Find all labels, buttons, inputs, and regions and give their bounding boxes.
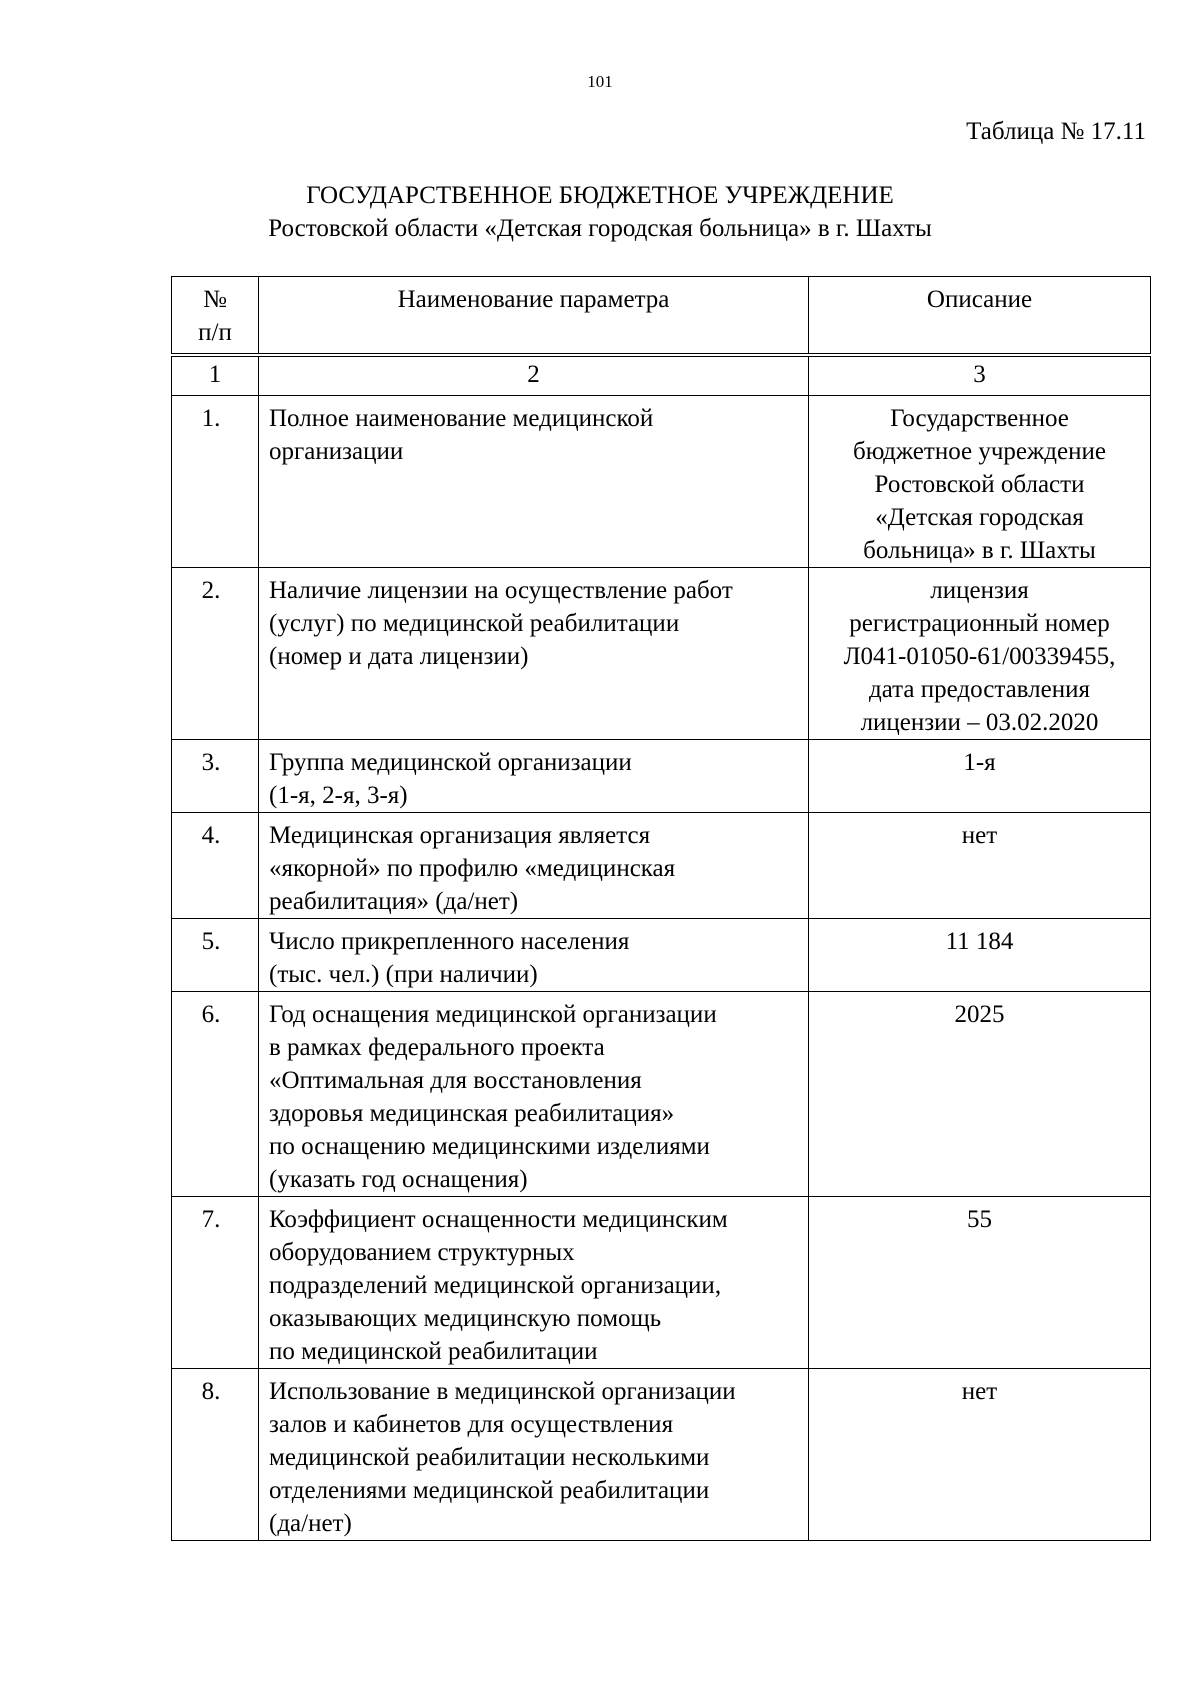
parameter-name-line: Использование в медицинской организации <box>269 1378 736 1405</box>
parameter-name-line: реабилитация» (да/нет) <box>269 888 519 915</box>
parameter-name-line: «якорной» по профилю «медицинская <box>269 855 676 882</box>
table-row <box>172 740 1151 813</box>
row-number: 3. <box>172 740 259 813</box>
parameter-name-line: медицинской реабилитации несколькими <box>269 1444 710 1471</box>
parameter-description-line: больница» в г. Шахты <box>863 537 1096 564</box>
parameter-name-line: по оснащению медицинскими изделиями <box>269 1133 710 1160</box>
row-number: 5. <box>172 919 259 992</box>
header-description: Описание <box>809 277 1151 356</box>
parameter-name <box>259 992 809 1197</box>
table-row <box>172 919 1151 992</box>
parameter-name-line: Наличие лицензии на осуществление работ <box>269 577 733 604</box>
row-number: 1. <box>172 396 259 568</box>
parameter-description-line: 11 184 <box>945 928 1014 955</box>
table-row <box>172 1197 1151 1369</box>
parameter-description-line: лицензия <box>930 577 1029 604</box>
column-index-2: 2 <box>259 355 809 396</box>
table-row <box>172 813 1151 919</box>
parameter-name <box>259 1197 809 1369</box>
parameter-description <box>809 396 1151 568</box>
parameter-description-line: бюджетное учреждение <box>853 438 1106 465</box>
table-row <box>172 568 1151 740</box>
table-number: Таблица № 17.11 <box>966 118 1146 145</box>
row-number: 8. <box>172 1369 259 1541</box>
row-number: 6. <box>172 992 259 1197</box>
row-number: 7. <box>172 1197 259 1369</box>
parameter-name <box>259 740 809 813</box>
table-row <box>172 1369 1151 1541</box>
parameters-table <box>171 276 1151 1541</box>
parameter-name-line: (да/нет) <box>269 1510 352 1537</box>
parameter-name <box>259 1369 809 1541</box>
parameter-description-line: дата предоставления <box>869 676 1090 703</box>
parameter-name-line: подразделений медицинской организации, <box>269 1272 722 1299</box>
parameter-description-line: нет <box>961 822 998 849</box>
parameter-name-line: отделениями медицинской реабилитации <box>269 1477 710 1504</box>
parameter-description-line: «Детская городская <box>875 504 1084 531</box>
parameter-description-line: Государственное <box>890 405 1069 432</box>
parameter-description <box>809 568 1151 740</box>
column-index-row <box>172 355 1151 396</box>
parameter-name-line: Год оснащения медицинской организации <box>269 1001 717 1028</box>
parameter-name-line: (номер и дата лицензии) <box>269 643 529 670</box>
parameter-name-line: (тыс. чел.) (при наличии) <box>269 961 538 988</box>
page-number: 101 <box>587 72 613 91</box>
column-index-1: 1 <box>172 355 259 396</box>
parameter-description-line: Ростовской области <box>874 471 1085 498</box>
parameter-name-line: Число прикрепленного населения <box>269 928 630 955</box>
parameter-description-line: нет <box>961 1378 998 1405</box>
page-subtitle: Ростовской области «Детская городская больница» в г. Шахты <box>268 215 932 242</box>
parameter-description <box>809 1369 1151 1541</box>
header-number-line1: № <box>203 286 227 313</box>
row-number: 4. <box>172 813 259 919</box>
parameter-name-line: Группа медицинской организации <box>269 749 632 776</box>
parameter-name-line: оборудованием структурных <box>269 1239 575 1266</box>
parameter-description-line: 55 <box>967 1206 992 1233</box>
parameter-description <box>809 919 1151 992</box>
parameter-description-line: 2025 <box>954 1001 1005 1028</box>
parameter-description <box>809 992 1151 1197</box>
parameter-name-line: (услуг) по медицинской реабилитации <box>269 610 680 637</box>
header-number-line2: п/п <box>198 319 232 346</box>
table-row <box>172 396 1151 568</box>
parameter-description-line: 1-я <box>963 749 996 776</box>
parameter-name-line: Медицинская организация является <box>269 822 651 849</box>
parameter-name-line: (указать год оснащения) <box>269 1166 528 1193</box>
parameter-name-line: (1-я, 2-я, 3-я) <box>269 782 408 809</box>
parameter-description <box>809 813 1151 919</box>
parameter-description-line: Л041-01050-61/00339455, <box>843 643 1116 670</box>
parameter-name-line: Коэффициент оснащенности медицинским <box>269 1206 728 1233</box>
page-title: ГОСУДАРСТВЕННОЕ БЮДЖЕТНОЕ УЧРЕЖДЕНИЕ <box>306 182 894 209</box>
parameter-description-line: лицензии – 03.02.2020 <box>860 709 1099 736</box>
parameter-description <box>809 740 1151 813</box>
parameter-name <box>259 813 809 919</box>
parameter-name <box>259 568 809 740</box>
parameter-description <box>809 1197 1151 1369</box>
parameter-name-line: Полное наименование медицинской <box>269 405 654 432</box>
parameter-name-line: в рамках федерального проекта <box>269 1034 605 1061</box>
table-header-row <box>172 277 1151 356</box>
header-parameter-name: Наименование параметра <box>259 277 809 356</box>
parameter-description-line: регистрационный номер <box>849 610 1110 637</box>
parameter-name-line: здоровья медицинская реабилитация» <box>269 1100 675 1127</box>
parameter-name-line: «Оптимальная для восстановления <box>269 1067 642 1094</box>
table-row <box>172 992 1151 1197</box>
row-number: 2. <box>172 568 259 740</box>
parameter-name-line: залов и кабинетов для осуществления <box>269 1411 674 1438</box>
parameter-name-line: оказывающих медицинскую помощь <box>269 1305 662 1332</box>
header-number <box>172 277 259 356</box>
parameter-name-line: организации <box>269 438 404 465</box>
parameter-name-line: по медицинской реабилитации <box>269 1338 598 1365</box>
column-index-3: 3 <box>809 355 1151 396</box>
parameter-name <box>259 396 809 568</box>
parameter-name <box>259 919 809 992</box>
